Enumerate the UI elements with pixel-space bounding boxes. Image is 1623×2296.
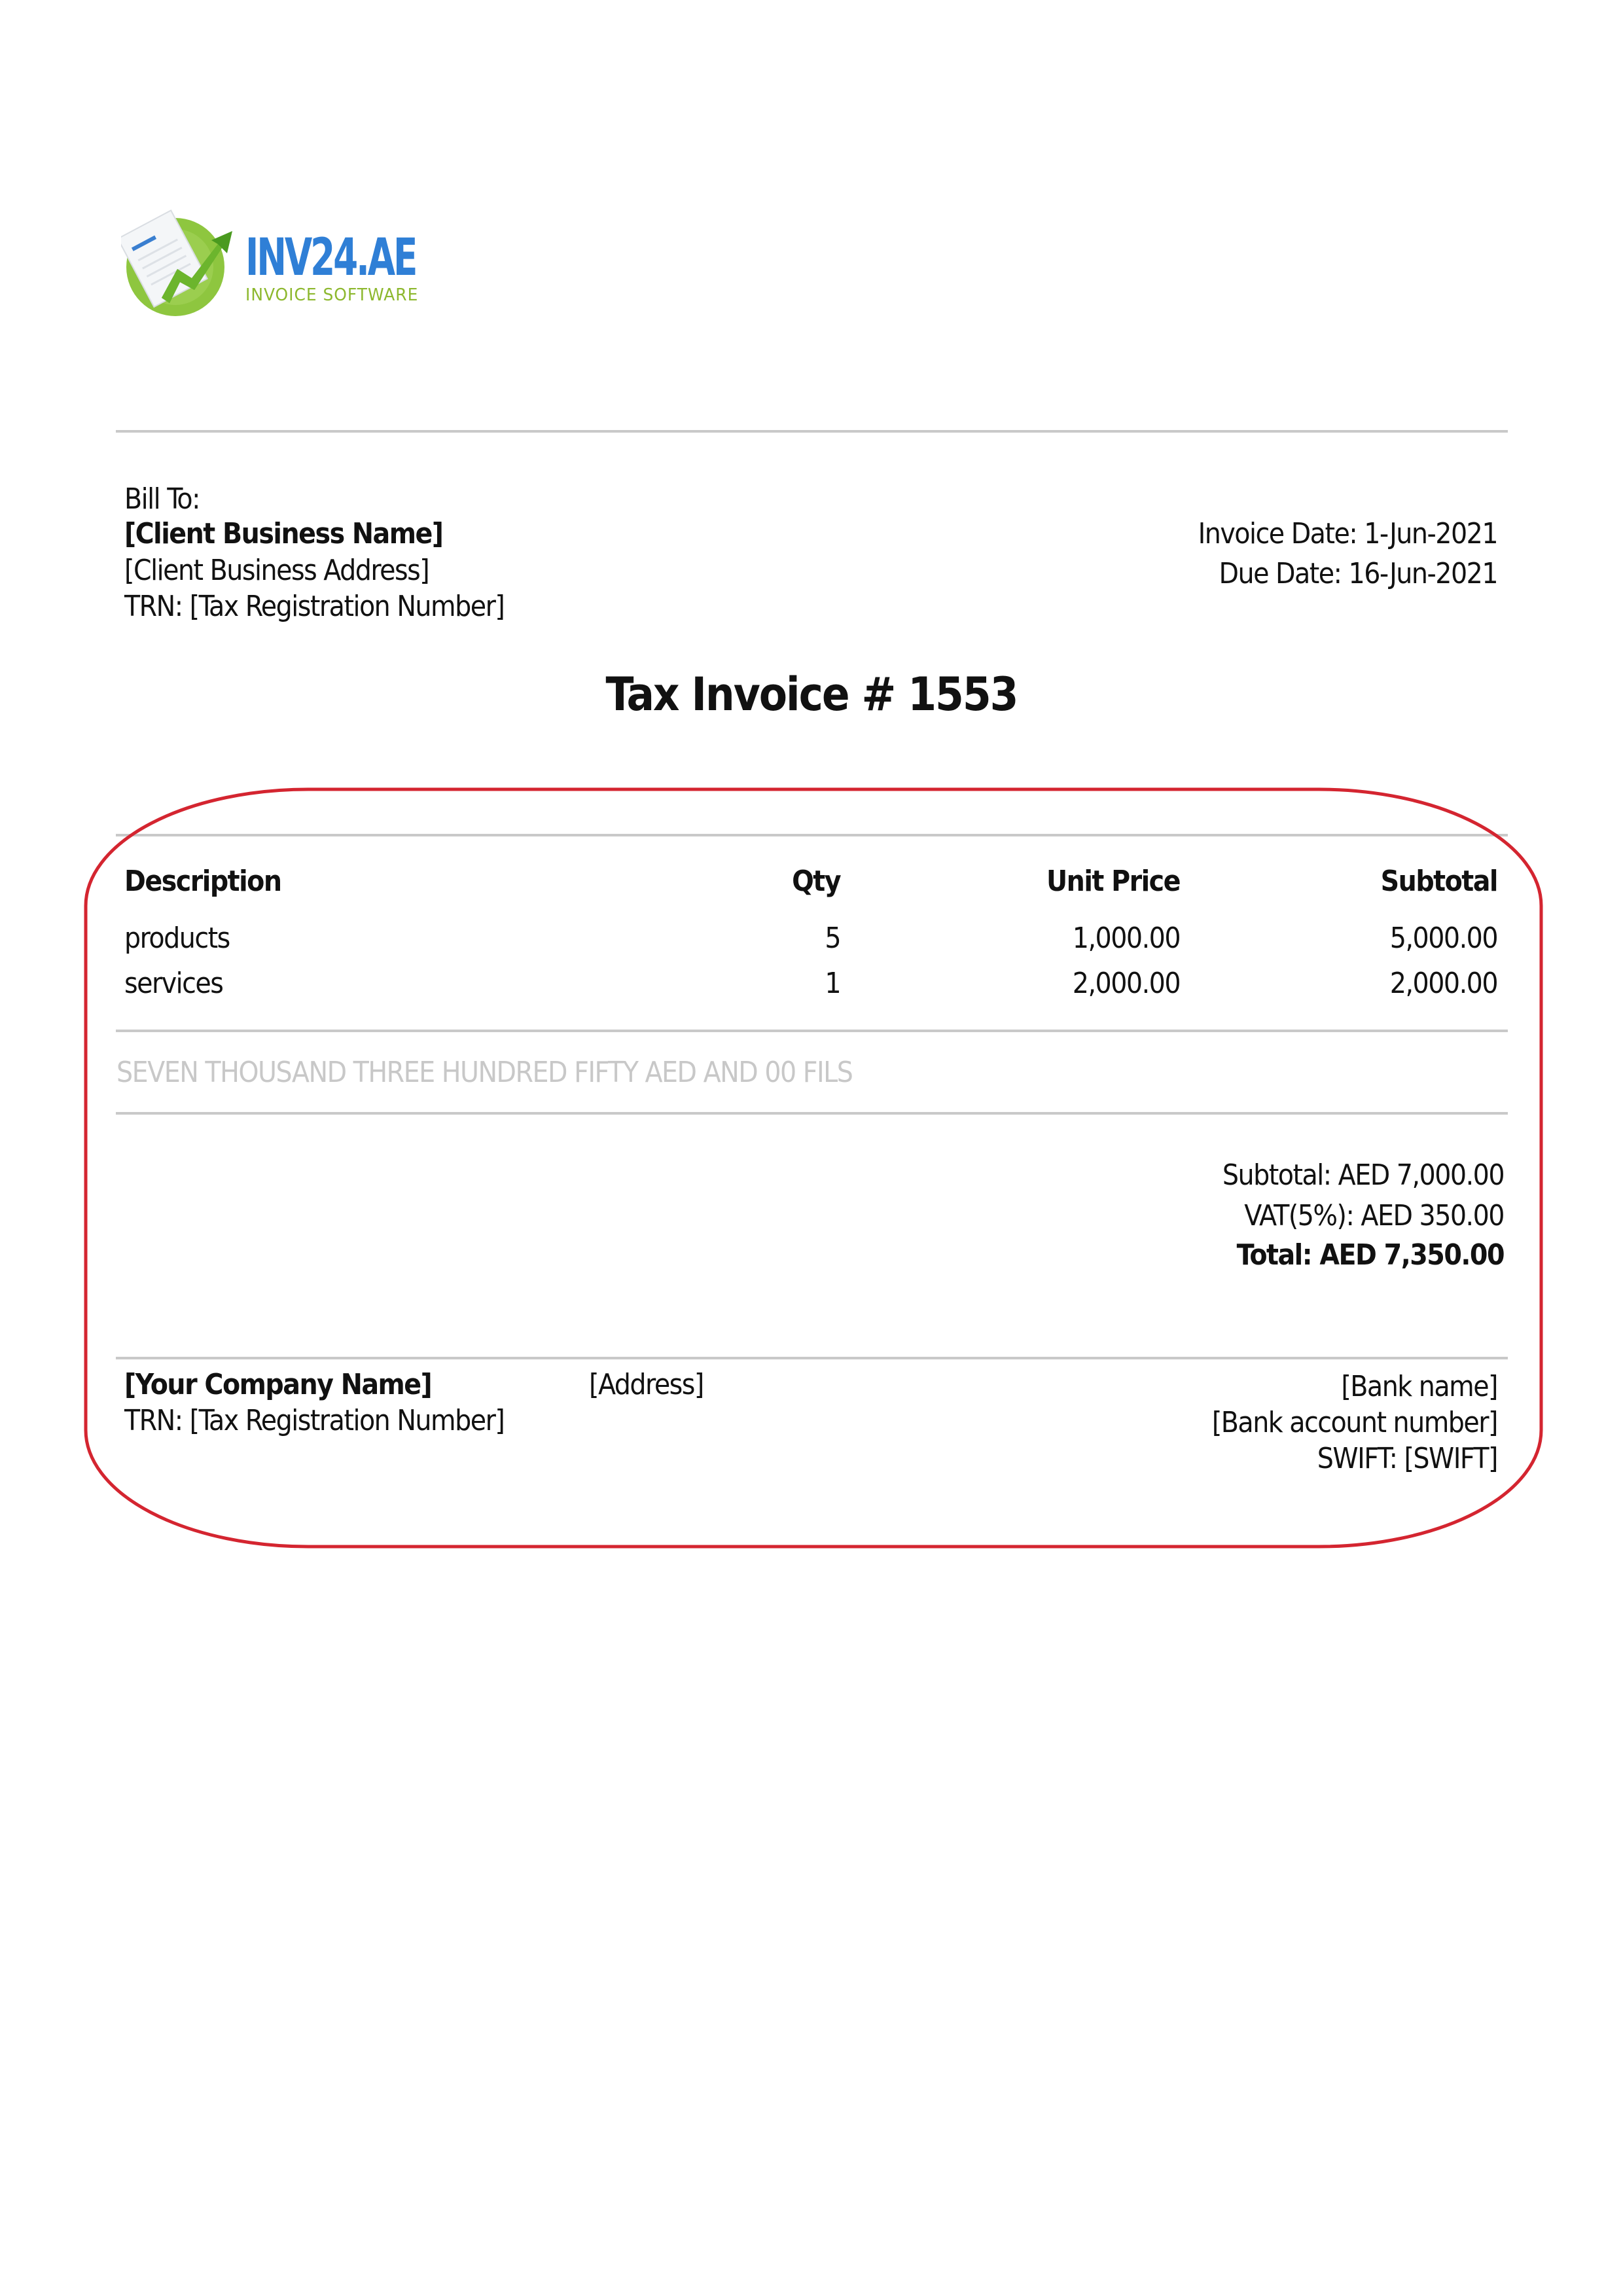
invoice-date: Invoice Date: 1-Jun-2021 bbox=[1198, 517, 1497, 550]
totals-grand-total: Total: AED 7,350.00 bbox=[1236, 1238, 1504, 1272]
amount-in-words: SEVEN THOUSAND THREE HUNDRED FIFTY AED AND 00 FILS bbox=[116, 1056, 853, 1089]
client-trn: TRN: [Tax Registration Number] bbox=[124, 590, 505, 623]
cell-subtotal: 5,000.00 bbox=[1389, 922, 1497, 955]
amount-divider bbox=[116, 1112, 1508, 1115]
due-date: Due Date: 16-Jun-2021 bbox=[1219, 557, 1497, 590]
column-header-subtotal: Subtotal bbox=[1380, 865, 1497, 898]
column-header-unit-price: Unit Price bbox=[1046, 865, 1180, 898]
cell-description: services bbox=[124, 967, 223, 1000]
totals-subtotal: Subtotal: AED 7,000.00 bbox=[1222, 1158, 1504, 1192]
company-logo bbox=[121, 206, 435, 321]
cell-subtotal: 2,000.00 bbox=[1389, 967, 1497, 1000]
your-company-trn: TRN: [Tax Registration Number] bbox=[124, 1404, 505, 1437]
column-header-qty: Qty bbox=[792, 865, 840, 898]
cell-description: products bbox=[124, 922, 230, 955]
your-company-address: [Address] bbox=[589, 1368, 704, 1401]
invoice-chart-logo-icon bbox=[121, 206, 239, 321]
client-business-address: [Client Business Address] bbox=[124, 554, 429, 587]
bank-swift: SWIFT: [SWIFT] bbox=[1317, 1442, 1497, 1475]
table-bottom-divider bbox=[116, 1030, 1508, 1032]
footer-divider bbox=[116, 1357, 1508, 1359]
column-header-description: Description bbox=[124, 865, 281, 898]
bill-to-label: Bill To: bbox=[124, 482, 200, 516]
bank-account-number: [Bank account number] bbox=[1211, 1406, 1497, 1439]
invoice-title: Tax Invoice # 1553 bbox=[605, 668, 1018, 721]
cell-qty: 5 bbox=[825, 922, 840, 955]
table-top-divider bbox=[116, 834, 1508, 836]
logo-tagline: INVOICE SOFTWARE bbox=[245, 285, 419, 305]
cell-qty: 1 bbox=[825, 967, 840, 1000]
cell-unit-price: 1,000.00 bbox=[1072, 922, 1180, 955]
bank-name: [Bank name] bbox=[1341, 1370, 1497, 1403]
client-business-name: [Client Business Name] bbox=[124, 517, 443, 550]
your-company-name: [Your Company Name] bbox=[124, 1368, 432, 1401]
cell-unit-price: 2,000.00 bbox=[1072, 967, 1180, 1000]
header-divider bbox=[116, 430, 1508, 433]
logo-brand-text: INV24.AE bbox=[245, 228, 416, 287]
totals-vat: VAT(5%): AED 350.00 bbox=[1244, 1199, 1504, 1232]
